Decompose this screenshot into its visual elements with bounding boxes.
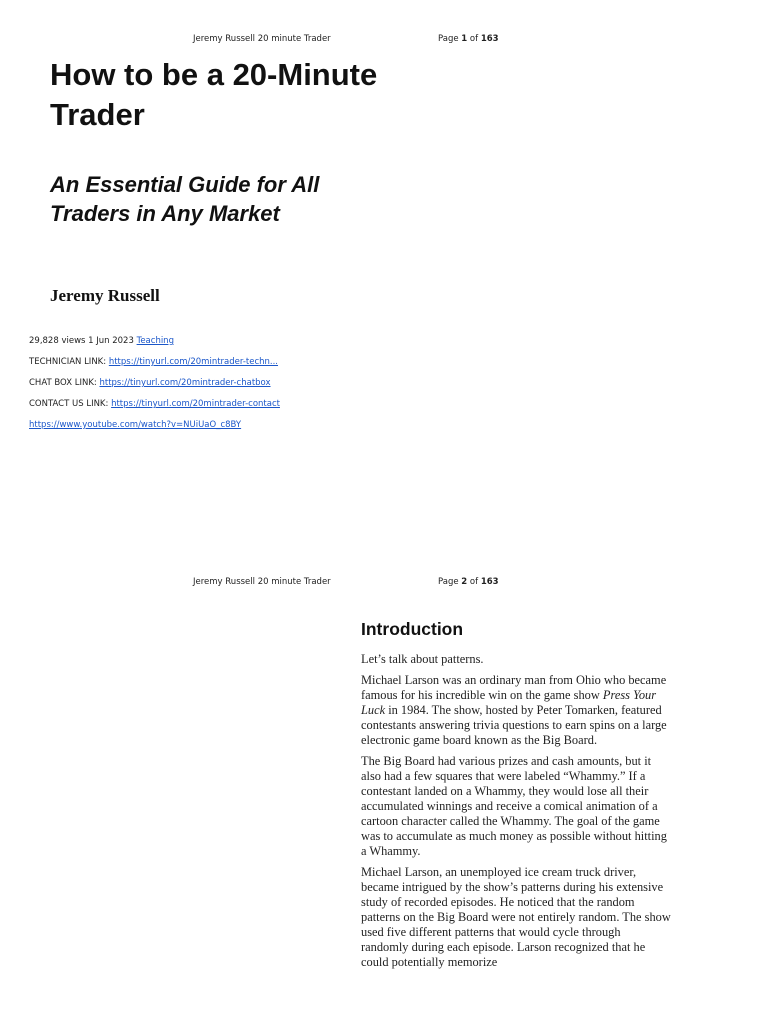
youtube-link-line <box>29 419 280 440</box>
contact-link-line <box>29 398 280 419</box>
show-title: Press Your Luck <box>361 688 657 717</box>
paragraph: The Big Board had various prizes and cash amounts, but it also had a few squares that were labeled “Whammy.” If a contestant landed on a Whammy, they would lose all their accumulated winnings and receive a comical animation of a cartoon character called the Whammy. The goal of the game was to accumulate as much money as possible without hitting a Whammy. <box>361 754 667 858</box>
technician-label: TECHNICIAN LINK: <box>29 357 107 367</box>
document-title-header: Jeremy Russell 20 minute Trader <box>193 34 331 44</box>
views-date-line <box>29 335 280 356</box>
document-title-header: Jeremy Russell 20 minute Trader <box>193 577 331 587</box>
body-text <box>361 652 671 976</box>
chatbox-link-line <box>29 377 280 398</box>
contact-label: CONTACT US LINK: <box>29 399 109 409</box>
chatbox-link[interactable]: https://tinyurl.com/20mintrader-chatbox <box>99 378 271 388</box>
technician-link-line <box>29 356 280 377</box>
youtube-link[interactable]: https://www.youtube.com/watch?v=NUiUaO_c8BY <box>29 420 242 430</box>
page-number: Page 2 of 163 <box>438 577 499 587</box>
book-subtitle: An Essential Guide for All Traders in Any Market <box>50 172 320 226</box>
contact-link[interactable]: https://tinyurl.com/20mintrader-contact <box>111 399 280 409</box>
video-metadata <box>29 335 280 440</box>
paragraph: Michael Larson, an unemployed ice cream truck driver, became intrigued by the show’s patterns during his extensive study of recorded episodes. He noticed that the random patterns on the Big Board were not entirely random. The show used five different patterns that would cycle through randomly during each episode. Larson recognized that he could potentially memorize <box>361 865 671 969</box>
chatbox-label: CHAT BOX LINK: <box>29 378 97 388</box>
author-name: Jeremy Russell <box>50 286 160 305</box>
paragraph: Let’s talk about patterns. <box>361 652 484 666</box>
page-number: Page 1 of 163 <box>438 34 499 44</box>
paragraph: Michael Larson was an ordinary man from Ohio who became famous for his incredible win on the game show Press Your Luck in 1984. The show, hosted by Peter Tomarken, featured contestants answering trivia questions to earn spins on a large electronic game board known as the Big Board. <box>361 673 667 747</box>
page-header <box>0 34 768 46</box>
book-title: How to be a 20-Minute Trader <box>50 57 378 132</box>
views-date: 29,828 views 1 Jun 2023 <box>29 336 134 346</box>
page-header <box>0 577 768 589</box>
category-link[interactable]: Teaching <box>136 336 174 346</box>
technician-link[interactable]: https://tinyurl.com/20mintrader-techn... <box>108 357 279 367</box>
section-heading: Introduction <box>361 619 464 639</box>
